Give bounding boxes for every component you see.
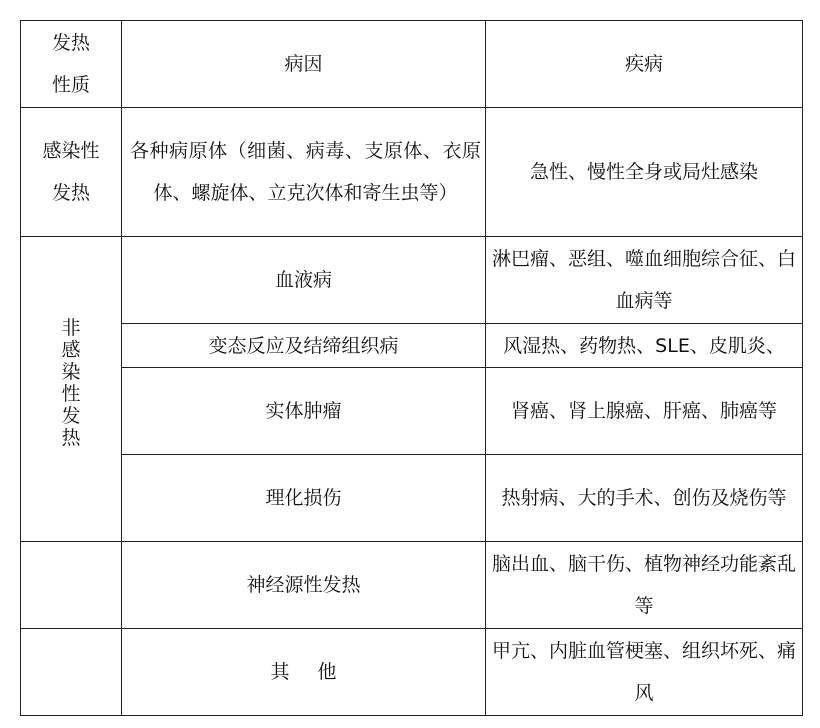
cause-cell-physical-chemical-injury: 理化损伤 bbox=[122, 455, 486, 542]
table-row-neurogenic bbox=[21, 542, 803, 629]
nature-non-infectious: 非感染性发热 bbox=[61, 317, 81, 449]
cause-cell-hematologic: 血液病 bbox=[122, 237, 486, 324]
header-nature-line1: 发热 bbox=[51, 32, 90, 54]
table-row-allergic-connective bbox=[21, 324, 803, 368]
disease-cell-infectious: 急性、慢性全身或局灶感染 bbox=[486, 108, 803, 237]
table-row-solid-tumor bbox=[21, 368, 803, 455]
header-disease-cell: 疾病 bbox=[486, 21, 803, 108]
table-row-physical-chemical-injury bbox=[21, 455, 803, 542]
cause-cell-other bbox=[122, 629, 486, 716]
cause-cell-infectious: 各种病原体（细菌、病毒、支原体、衣原体、螺旋体、立克次体和寄生虫等） bbox=[122, 108, 486, 237]
disease-cell-allergic-connective: 风湿热、药物热、SLE、皮肌炎、 bbox=[486, 324, 803, 368]
disease-cell-solid-tumor: 肾癌、肾上腺癌、肝癌、肺癌等 bbox=[486, 368, 803, 455]
fever-classification-table bbox=[20, 20, 803, 716]
table-header-row bbox=[21, 21, 803, 108]
table-row-other bbox=[21, 629, 803, 716]
disease-cell-neurogenic: 脑出血、脑干伤、植物神经功能紊乱等 bbox=[486, 542, 803, 629]
header-cause-cell: 病因 bbox=[122, 21, 486, 108]
table-row-hematologic bbox=[21, 237, 803, 324]
cause-cell-solid-tumor: 实体肿瘤 bbox=[122, 368, 486, 455]
cause-cell-neurogenic: 神经源性发热 bbox=[122, 542, 486, 629]
nature-cell-infectious bbox=[21, 108, 122, 237]
nature-infectious-line2: 发热 bbox=[51, 182, 90, 204]
header-nature-cell bbox=[21, 21, 122, 108]
nature-cell-other bbox=[21, 629, 122, 716]
disease-cell-other: 甲亢、内脏血管梗塞、组织坏死、痛风 bbox=[486, 629, 803, 716]
cause-other-label: 其他 bbox=[270, 661, 365, 683]
nature-cell-non-infectious bbox=[21, 237, 122, 542]
nature-cell-neurogenic bbox=[21, 542, 122, 629]
header-nature-line2: 性质 bbox=[51, 74, 90, 96]
disease-cell-hematologic: 淋巴瘤、恶组、噬血细胞综合征、白血病等 bbox=[486, 237, 803, 324]
cause-cell-allergic-connective: 变态反应及结缔组织病 bbox=[122, 324, 486, 368]
disease-cell-physical-chemical-injury: 热射病、大的手术、创伤及烧伤等 bbox=[486, 455, 803, 542]
nature-infectious-line1: 感染性 bbox=[42, 140, 100, 162]
table-row-infectious bbox=[21, 108, 803, 237]
